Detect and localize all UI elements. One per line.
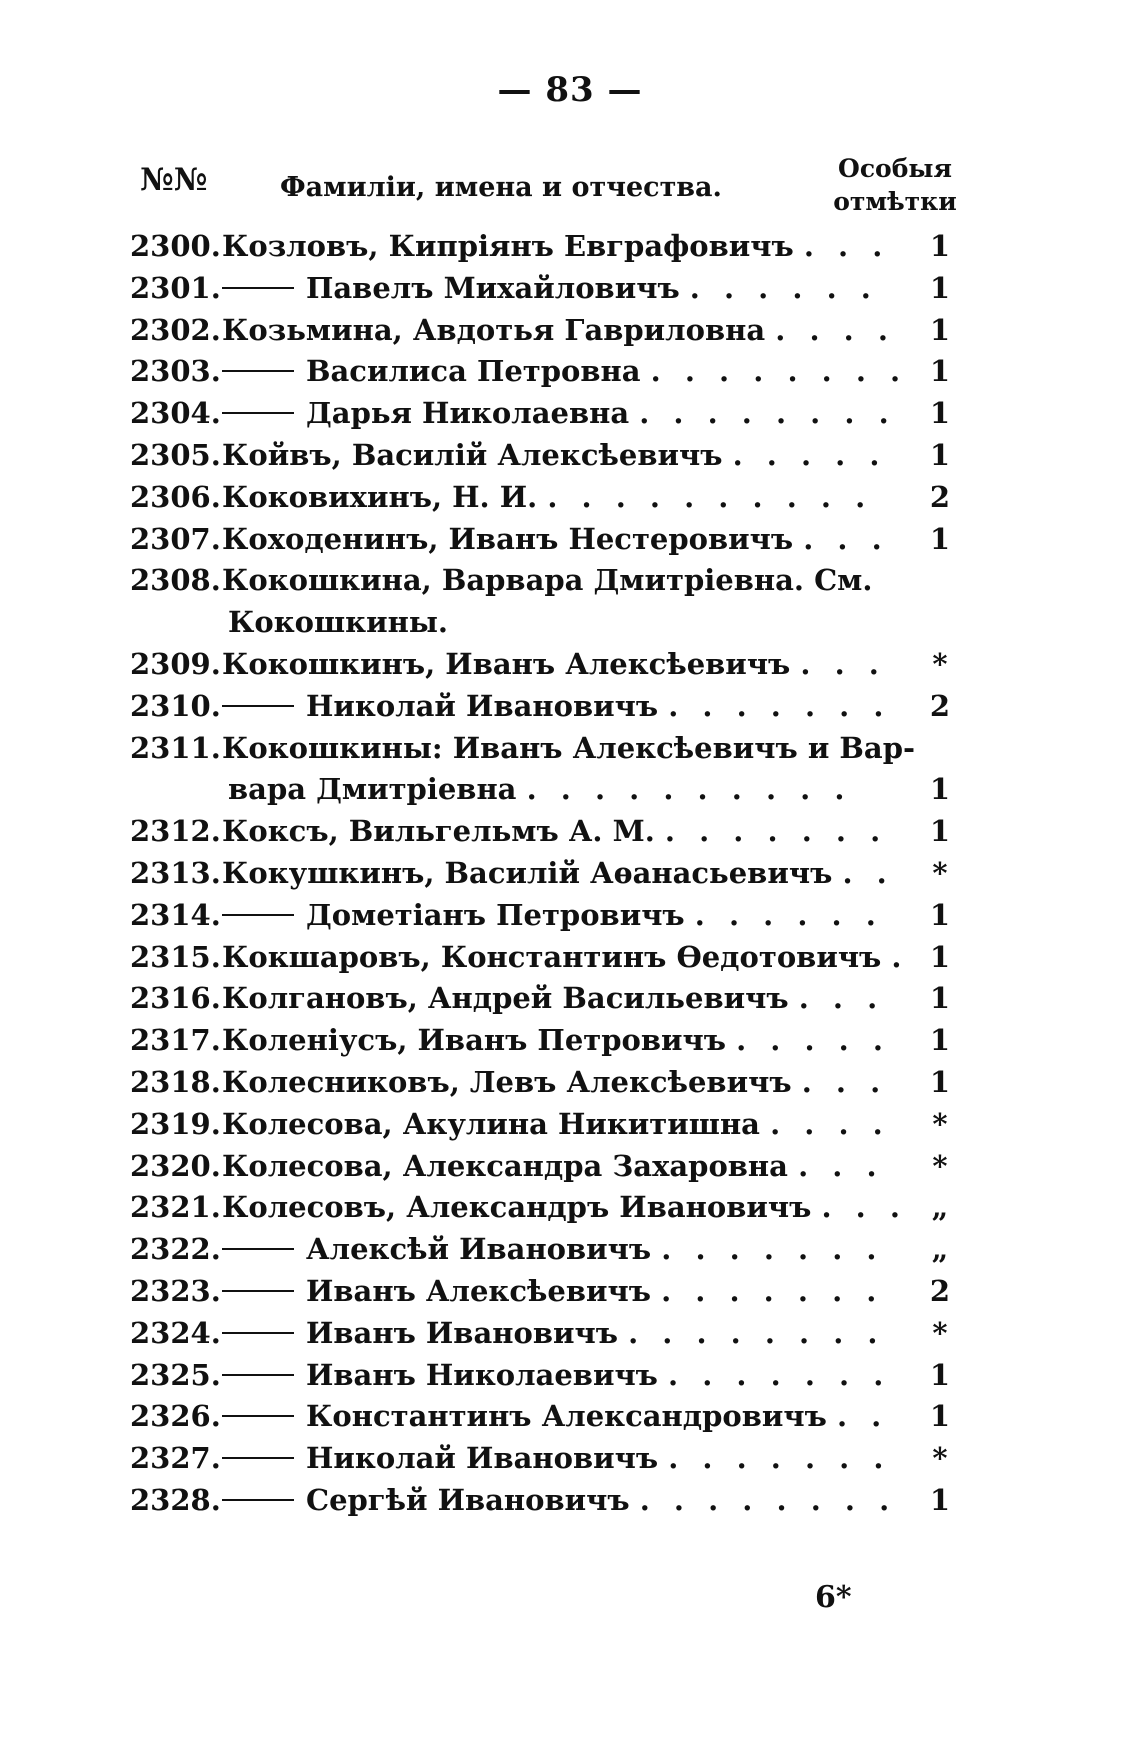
ditto-dash [222,1248,294,1250]
register-entry [0,1355,1140,1397]
entry-text [222,268,878,310]
leader-dots: . . . . . . [689,270,878,305]
register-entry [0,937,1140,979]
entry-text [222,310,895,352]
ditto-dash [222,1332,294,1334]
entry-mark: 1 [929,312,951,347]
entry-continuation-text [228,769,851,811]
entry-number: 2328. [130,1482,221,1517]
leader-dots: . . . . [770,1106,890,1141]
leader-dots: . . . . . . . . [628,1315,885,1350]
entry-number: 2300. [130,229,221,263]
register-entry [0,728,1140,770]
entry-mark: * [932,1441,948,1476]
ditto-dash [222,1415,294,1417]
entry-name: Колесова, Александра Захаровна [222,1148,788,1183]
leader-dots: . . . [801,1064,888,1099]
leader-dots: . . . . . . . . . . [526,772,852,807]
register-entry [0,435,1140,477]
entry-mark: * [932,855,948,890]
entry-mark: 1 [929,981,951,1016]
entry-number: 2327. [130,1441,221,1476]
entry-name: Колгановъ, Андрей Васильевичъ [222,981,789,1016]
entry-name: Алексѣй Ивановичъ [306,1232,652,1267]
entry-name: Павелъ Михайловичъ [306,270,680,305]
entry-name: Коходенинъ, Иванъ Нестеровичъ [222,521,794,556]
leader-dots: . . . . . . . [668,1441,891,1476]
entry-text [222,811,887,853]
ditto-dash [222,287,294,289]
entry-name: Койвъ, Василій Алексѣевичъ [222,437,723,472]
entry-name: Дарья Николаевна [306,396,630,431]
entry-name: Колесовъ, Александръ Ивановичъ [222,1190,812,1225]
register-entry [0,268,1140,310]
entry-number: 2302. [130,312,221,347]
entry-text [222,1438,890,1480]
entry-name: Константинъ Александровичъ [306,1399,827,1434]
leader-dots: . . . . . . . . [639,1482,897,1517]
register-entry [0,310,1140,352]
leader-dots: . . . [800,646,886,681]
leader-dots: . . . . . . . [664,814,888,849]
entry-text [222,728,915,770]
entry-name: Николай Ивановичъ [306,688,659,723]
register-entry [0,1396,1140,1438]
register-entry [0,1480,1140,1522]
ditto-dash [222,1499,294,1501]
register-entry [0,1271,1140,1313]
entry-mark: 1 [929,521,951,556]
leader-dots: . . . . [775,312,895,347]
ditto-dash [222,370,294,372]
leader-dots: . . . . . . [694,897,883,932]
entry-name: Козьмина, Авдотья Гавриловна [222,312,766,347]
leader-dots: . . . . . . . [661,1232,884,1267]
leader-dots: . . . [821,1190,907,1225]
register-entry [0,1104,1140,1146]
entry-text [222,1355,890,1397]
register-entry-continuation [0,602,1140,644]
register-entry [0,477,1140,519]
entry-number: 2316. [130,981,221,1016]
entry-mark: 1 [929,1023,951,1058]
entry-text [222,1480,896,1522]
entry-continuation-text [228,602,448,644]
register-entry [0,1187,1140,1229]
register-entry [0,895,1140,937]
register-entry [0,519,1140,561]
entry-number: 2314. [130,897,221,932]
entry-text [222,519,889,561]
register-entry-continuation [0,769,1140,811]
register-entry [0,686,1140,728]
entry-number: 2311. [130,730,221,765]
entry-text [222,477,872,519]
entry-name: Кокошкины: Иванъ Алексѣевичъ и Вар- [222,730,916,765]
entry-text [222,644,886,686]
entry-text [222,351,907,393]
entry-text [222,1313,885,1355]
entry-text [222,1187,907,1229]
leader-dots: . [891,939,909,974]
entry-text [222,1229,884,1271]
entry-number: 2319. [130,1106,221,1141]
leader-dots: . . . [798,1148,884,1183]
entry-name: Василиса Петровна [306,354,641,389]
entry-mark: 1 [929,897,951,932]
entry-name: Иванъ Алексѣевичъ [306,1273,651,1308]
entry-mark: * [932,646,948,681]
entry-number: 2305. [130,437,221,472]
column-header-number: №№ [140,162,208,198]
leader-dots: . . . . . . . [668,688,891,723]
register-entry [0,1062,1140,1104]
entry-name: Иванъ Николаевичъ [306,1357,658,1392]
entry-mark: 1 [929,939,951,974]
ditto-dash [222,705,294,707]
register-entry [0,1146,1140,1188]
entry-mark: 1 [929,772,951,807]
entry-number: 2315. [130,939,221,974]
entry-text [222,1396,888,1438]
entry-number: 2326. [130,1399,221,1434]
entry-mark: 1 [929,1482,951,1517]
entry-number: 2306. [130,479,221,514]
entry-number: 2320. [130,1148,221,1183]
entry-number: 2318. [130,1064,221,1099]
entry-mark: 2 [929,1273,951,1308]
register-entry [0,1020,1140,1062]
entry-name: Дометіанъ Петровичъ [306,897,685,932]
entry-number: 2317. [130,1023,221,1058]
register-entry [0,1313,1140,1355]
entry-text [222,1146,884,1188]
entry-number: 2301. [130,270,221,305]
leader-dots: . . . . . . . . . . [547,479,873,514]
entry-number: 2325. [130,1357,221,1392]
entry-name: Иванъ Ивановичъ [306,1315,618,1350]
entry-name: Коленіусъ, Иванъ Петровичъ [222,1023,726,1058]
ditto-dash [222,1457,294,1459]
entry-number: 2304. [130,396,221,431]
entry-continuation-name: Кокошкины. [228,605,449,640]
entry-continuation-name: вара Дмитріевна [228,772,517,807]
entry-text [222,1271,883,1313]
entry-name: Сергѣй Ивановичъ [306,1482,630,1517]
entry-number: 2309. [130,646,221,681]
entry-mark: * [932,1315,948,1350]
entry-number: 2312. [130,814,221,849]
entry-mark: * [932,1106,948,1141]
register-entry [0,393,1140,435]
register-entry [0,226,1140,268]
entry-name: Кокушкинъ, Василій Аѳанасьевичъ [222,855,833,890]
entry-text [222,978,884,1020]
entry-mark: 1 [929,1399,951,1434]
entry-mark: „ [931,1190,949,1225]
entry-text [222,937,909,979]
entry-text [222,1062,887,1104]
entry-mark: 1 [929,437,951,472]
entry-name: Коксъ, Вильгельмъ А. М. [222,814,655,849]
leader-dots: . . . . . . . . [650,354,908,389]
leader-dots: . . . [803,521,889,556]
entry-number: 2323. [130,1273,221,1308]
entry-mark: 1 [929,1357,951,1392]
entry-number: 2324. [130,1315,221,1350]
ditto-dash [222,1374,294,1376]
ditto-dash [222,412,294,414]
entry-number: 2322. [130,1232,221,1267]
register-entry [0,811,1140,853]
entry-text [222,853,894,895]
leader-dots: . . . . . . . [668,1357,891,1392]
entry-mark: 1 [929,396,951,431]
register-entries [0,226,1140,1522]
column-header-notes-line1: Особыя [838,154,952,183]
entry-name: Кокшаровъ, Константинъ Ѳедотовичъ [222,939,882,974]
ditto-dash [222,1290,294,1292]
entry-text [222,226,889,268]
entry-text [222,560,872,602]
column-header-notes [830,152,960,218]
entry-mark: „ [931,1232,949,1267]
entry-text [222,686,890,728]
entry-number: 2307. [130,521,221,556]
entry-mark: 1 [929,1064,951,1099]
printer-signature-mark: 6* [815,1580,852,1615]
leader-dots: . . . . . . . [661,1273,884,1308]
entry-name: Козловъ, Кипріянъ Евграфовичъ [222,229,794,263]
leader-dots: . . . [803,229,890,263]
entry-mark: 1 [929,270,951,305]
column-header-names: Фамиліи, имена и отчества. [280,172,722,203]
entry-number: 2313. [130,855,221,890]
entry-text [222,895,883,937]
entry-name: Коковихинъ, Н. И. [222,479,538,514]
entry-name: Кокошкинъ, Иванъ Алексѣевичъ [222,646,791,681]
leader-dots: . . . [798,981,885,1016]
leader-dots: . . [836,1399,889,1434]
register-entry [0,978,1140,1020]
leader-dots: . . . . . . . . [639,396,896,431]
entry-number: 2308. [130,563,221,598]
register-entry [0,351,1140,393]
entry-name: Колесова, Акулина Никитишна [222,1106,760,1141]
leader-dots: . . . . . [732,437,887,472]
register-entry [0,644,1140,686]
leader-dots: . . [842,855,894,890]
entry-mark: 2 [929,688,951,723]
entry-number: 2310. [130,688,221,723]
entry-name: Николай Ивановичъ [306,1441,659,1476]
entry-name: Кокошкина, Варвара Дмитріевна. См. [222,563,873,598]
entry-mark: * [932,1148,948,1183]
entry-text [222,435,886,477]
entry-mark: 2 [929,479,951,514]
entry-text [222,1020,890,1062]
entry-text [222,393,896,435]
entry-text [222,1104,890,1146]
entry-number: 2303. [130,354,221,389]
entry-mark: 1 [929,229,951,263]
entry-name: Колесниковъ, Левъ Алексѣевичъ [222,1064,792,1099]
entry-mark: 1 [929,814,951,849]
leader-dots: . . . . . [736,1023,890,1058]
entry-number: 2321. [130,1190,221,1225]
register-entry [0,560,1140,602]
register-entry [0,1438,1140,1480]
register-entry [0,1229,1140,1271]
entry-mark: 1 [929,354,951,389]
column-header-notes-line2: отмѣтки [833,187,957,216]
page-number: — 83 — [497,70,643,110]
register-entry [0,853,1140,895]
ditto-dash [222,914,294,916]
